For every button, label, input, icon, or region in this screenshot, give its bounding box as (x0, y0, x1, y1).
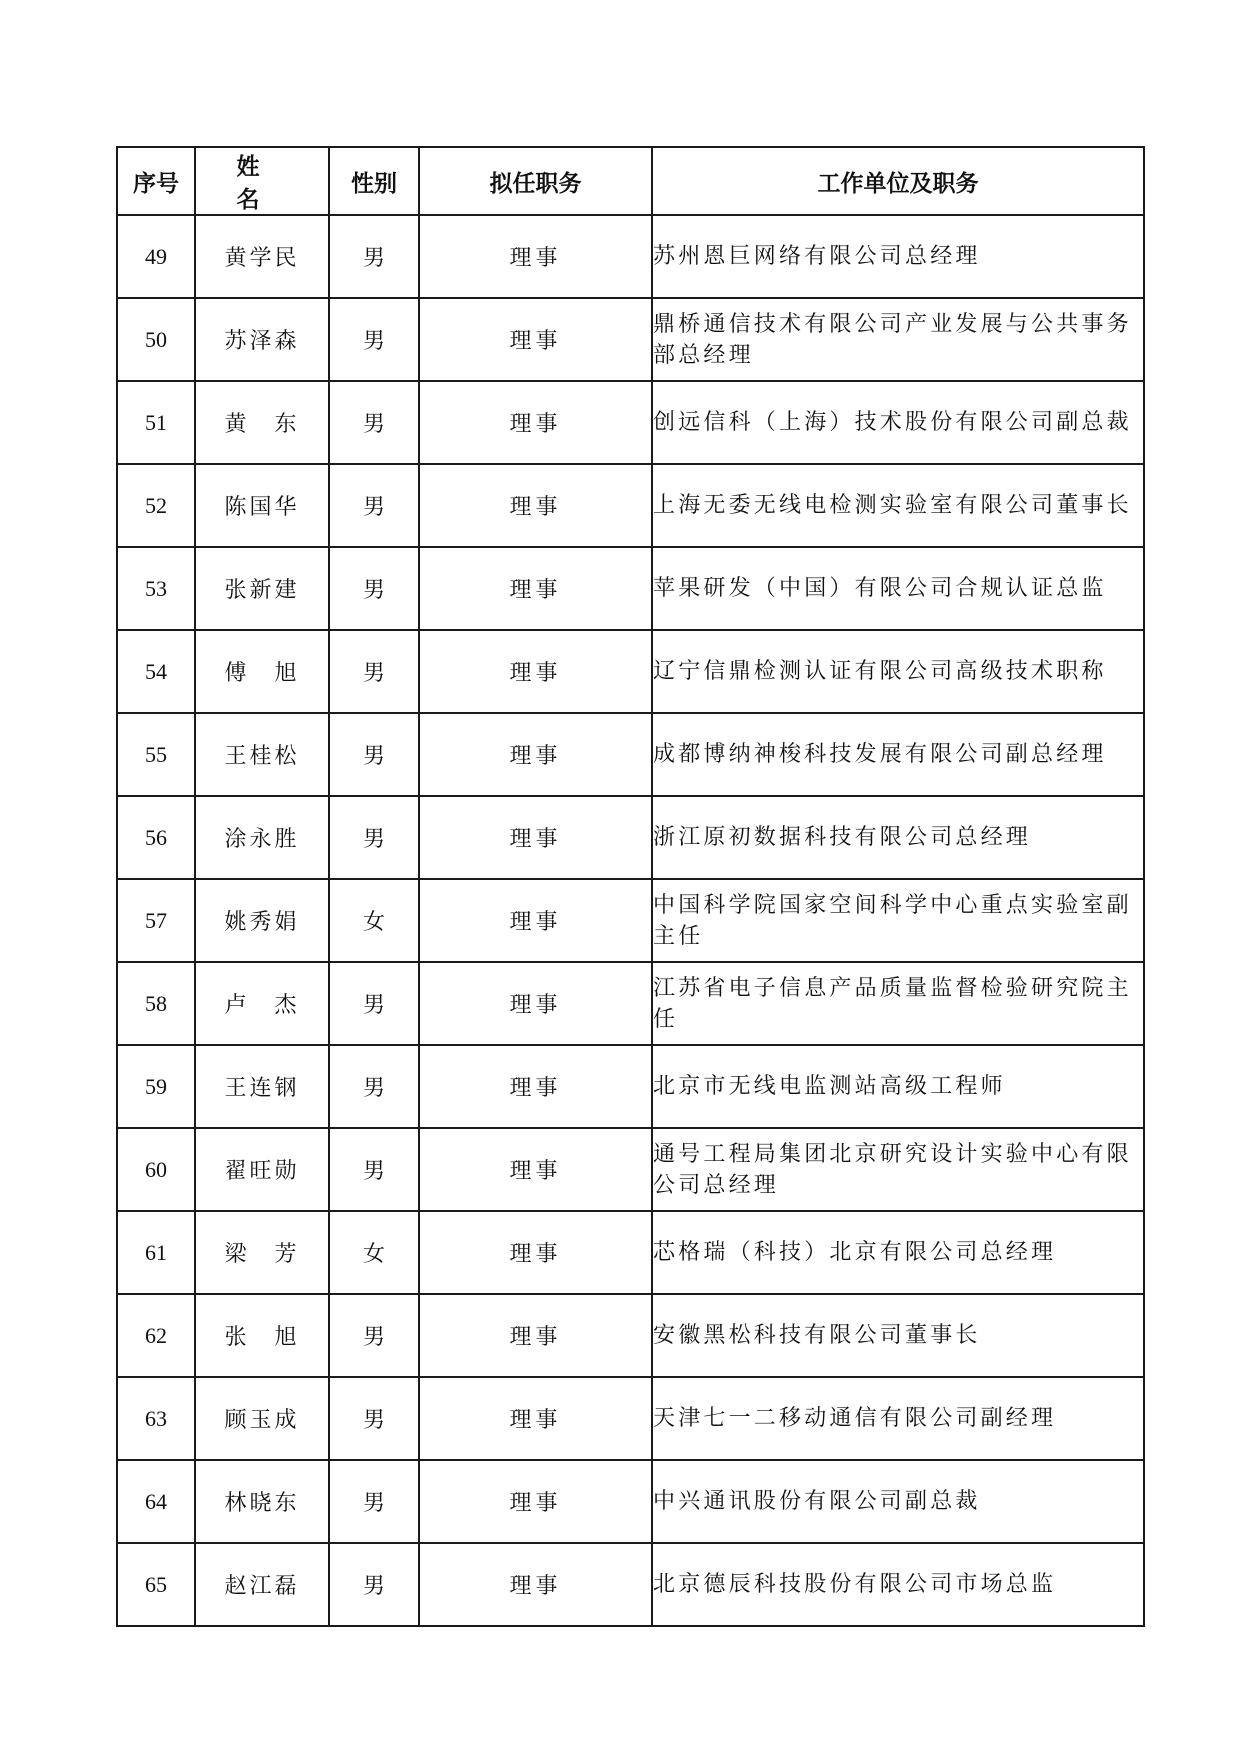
cell-role: 理事 (419, 713, 652, 796)
cell-role: 理事 (419, 962, 652, 1045)
cell-gender: 男 (329, 796, 419, 879)
cell-num: 63 (117, 1377, 195, 1460)
cell-name: 卢 杰 (195, 962, 329, 1045)
cell-name: 黄 东 (195, 381, 329, 464)
cell-unit: 浙江原初数据科技有限公司总经理 (652, 796, 1144, 879)
cell-role: 理事 (419, 796, 652, 879)
cell-gender: 女 (329, 1211, 419, 1294)
cell-gender: 男 (329, 713, 419, 796)
cell-unit: 中兴通讯股份有限公司副总裁 (652, 1460, 1144, 1543)
cell-unit: 北京德辰科技股份有限公司市场总监 (652, 1543, 1144, 1626)
cell-gender: 男 (329, 1294, 419, 1377)
cell-role: 理事 (419, 464, 652, 547)
cell-unit: 苹果研发（中国）有限公司合规认证总监 (652, 547, 1144, 630)
cell-role: 理事 (419, 547, 652, 630)
cell-name: 苏泽森 (195, 298, 329, 381)
table-row (117, 1294, 1144, 1377)
table-header-row (117, 147, 1144, 215)
cell-gender: 男 (329, 215, 419, 298)
table-row (117, 381, 1144, 464)
cell-unit: 上海无委无线电检测实验室有限公司董事长 (652, 464, 1144, 547)
cell-role: 理事 (419, 381, 652, 464)
table-row (117, 1543, 1144, 1626)
table-row (117, 1045, 1144, 1128)
cell-num: 52 (117, 464, 195, 547)
cell-unit: 北京市无线电监测站高级工程师 (652, 1045, 1144, 1128)
table-row (117, 1460, 1144, 1543)
header-unit: 工作单位及职务 (652, 147, 1144, 215)
cell-gender: 男 (329, 630, 419, 713)
cell-unit: 芯格瑞（科技）北京有限公司总经理 (652, 1211, 1144, 1294)
cell-role: 理事 (419, 1045, 652, 1128)
cell-unit: 中国科学院国家空间科学中心重点实验室副主任 (652, 879, 1144, 962)
cell-gender: 男 (329, 1543, 419, 1626)
cell-role: 理事 (419, 215, 652, 298)
cell-gender: 男 (329, 381, 419, 464)
cell-name: 傅 旭 (195, 630, 329, 713)
cell-num: 57 (117, 879, 195, 962)
cell-name: 姚秀娟 (195, 879, 329, 962)
cell-num: 49 (117, 215, 195, 298)
cell-name: 张新建 (195, 547, 329, 630)
cell-name: 赵江磊 (195, 1543, 329, 1626)
table-row (117, 630, 1144, 713)
table-body (117, 215, 1144, 1626)
cell-num: 64 (117, 1460, 195, 1543)
cell-unit: 苏州恩巨网络有限公司总经理 (652, 215, 1144, 298)
table-row (117, 1377, 1144, 1460)
cell-role: 理事 (419, 1460, 652, 1543)
cell-name: 翟旺勋 (195, 1128, 329, 1211)
cell-gender: 男 (329, 962, 419, 1045)
cell-num: 51 (117, 381, 195, 464)
table-row (117, 298, 1144, 381)
cell-num: 61 (117, 1211, 195, 1294)
table-row (117, 1211, 1144, 1294)
cell-name: 陈国华 (195, 464, 329, 547)
cell-name: 张 旭 (195, 1294, 329, 1377)
table-row (117, 879, 1144, 962)
cell-name: 涂永胜 (195, 796, 329, 879)
cell-unit: 天津七一二移动通信有限公司副经理 (652, 1377, 1144, 1460)
table-row (117, 962, 1144, 1045)
header-name: 姓 名 (195, 147, 329, 215)
roster-table (116, 146, 1145, 1627)
cell-gender: 男 (329, 1377, 419, 1460)
cell-role: 理事 (419, 298, 652, 381)
cell-num: 59 (117, 1045, 195, 1128)
table-row (117, 713, 1144, 796)
cell-role: 理事 (419, 1377, 652, 1460)
cell-role: 理事 (419, 1128, 652, 1211)
cell-num: 53 (117, 547, 195, 630)
cell-unit: 成都博纳神梭科技发展有限公司副总经理 (652, 713, 1144, 796)
cell-role: 理事 (419, 1294, 652, 1377)
table-row (117, 215, 1144, 298)
cell-num: 62 (117, 1294, 195, 1377)
header-role: 拟任职务 (419, 147, 652, 215)
cell-gender: 男 (329, 547, 419, 630)
cell-num: 55 (117, 713, 195, 796)
cell-gender: 男 (329, 298, 419, 381)
table-row (117, 796, 1144, 879)
cell-name: 王连钢 (195, 1045, 329, 1128)
cell-num: 60 (117, 1128, 195, 1211)
cell-unit: 江苏省电子信息产品质量监督检验研究院主任 (652, 962, 1144, 1045)
cell-num: 65 (117, 1543, 195, 1626)
cell-role: 理事 (419, 1543, 652, 1626)
cell-role: 理事 (419, 630, 652, 713)
cell-num: 50 (117, 298, 195, 381)
cell-name: 黄学民 (195, 215, 329, 298)
cell-name: 王桂松 (195, 713, 329, 796)
header-gender: 性别 (329, 147, 419, 215)
cell-gender: 男 (329, 1045, 419, 1128)
cell-num: 58 (117, 962, 195, 1045)
cell-unit: 鼎桥通信技术有限公司产业发展与公共事务部总经理 (652, 298, 1144, 381)
cell-num: 54 (117, 630, 195, 713)
table-row (117, 547, 1144, 630)
cell-unit: 辽宁信鼎检测认证有限公司高级技术职称 (652, 630, 1144, 713)
cell-name: 顾玉成 (195, 1377, 329, 1460)
header-num: 序号 (117, 147, 195, 215)
cell-unit: 通号工程局集团北京研究设计实验中心有限公司总经理 (652, 1128, 1144, 1211)
cell-gender: 男 (329, 1128, 419, 1211)
cell-role: 理事 (419, 879, 652, 962)
cell-num: 56 (117, 796, 195, 879)
cell-name: 林晓东 (195, 1460, 329, 1543)
cell-gender: 男 (329, 1460, 419, 1543)
cell-gender: 男 (329, 464, 419, 547)
cell-gender: 女 (329, 879, 419, 962)
cell-name: 梁 芳 (195, 1211, 329, 1294)
table-row (117, 1128, 1144, 1211)
cell-role: 理事 (419, 1211, 652, 1294)
table-row (117, 464, 1144, 547)
cell-unit: 安徽黑松科技有限公司董事长 (652, 1294, 1144, 1377)
cell-unit: 创远信科（上海）技术股份有限公司副总裁 (652, 381, 1144, 464)
